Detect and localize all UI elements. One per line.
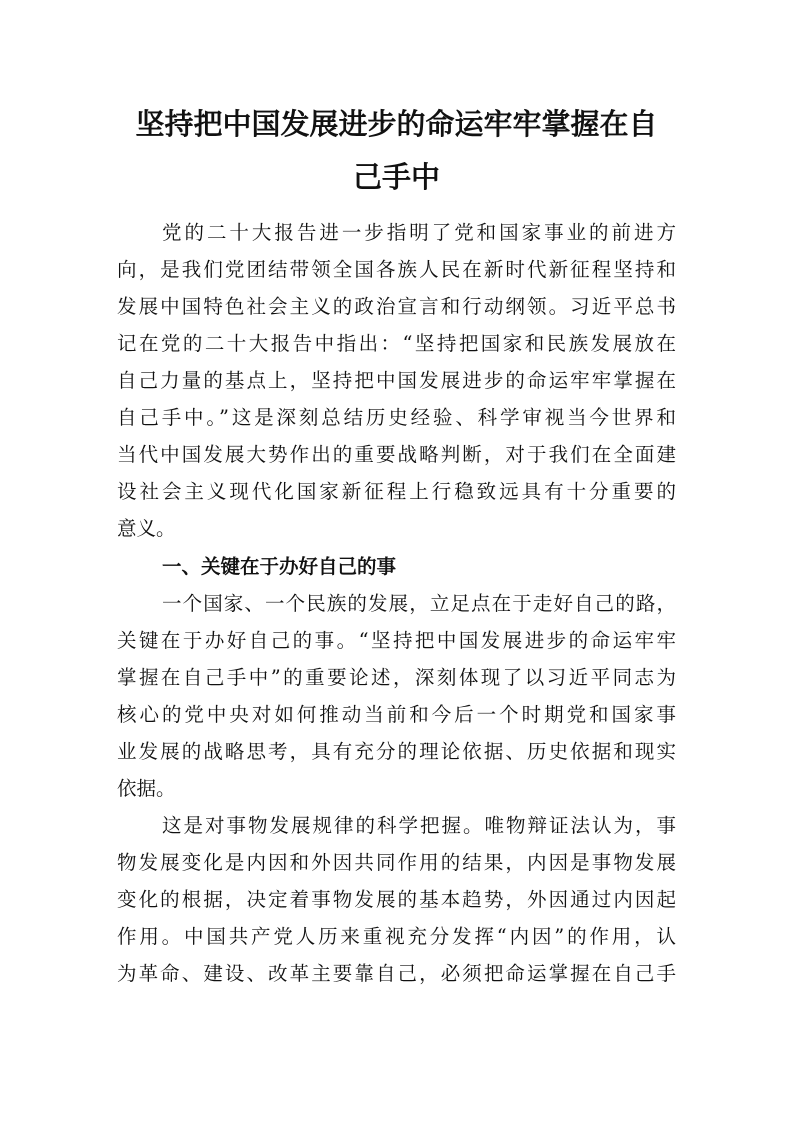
paragraph-line: 一个国家、一个民族的发展，立足点在于走好自己的路， — [162, 592, 676, 615]
paragraph-line: 物发展变化是内因和外因共同作用的结果，内因是事物发展 — [117, 851, 676, 874]
paragraph-line: 为革命、建设、改革主要靠自己，必须把命运掌握在自己手 — [117, 962, 676, 985]
paragraph-line: 这是对事物发展规律的科学把握。唯物辩证法认为，事 — [162, 814, 676, 837]
paragraph-line: 自己手中。”这是深刻总结历史经验、科学审视当今世界和 — [117, 406, 676, 429]
paragraph-line: 党的二十大报告进一步指明了党和国家事业的前进方 — [162, 221, 676, 244]
paragraph-line: 作用。中国共产党人历来重视充分发挥“内因”的作用，认 — [117, 925, 676, 948]
paragraph-line: 变化的根据，决定着事物发展的基本趋势，外因通过内因起 — [117, 888, 676, 911]
paragraph-line: 业发展的战略思考，具有充分的理论依据、历史依据和现实 — [117, 740, 676, 763]
paragraph-line: 自己力量的基点上，坚持把中国发展进步的命运牢牢掌握在 — [117, 369, 676, 392]
paragraph-line: 设社会主义现代化国家新征程上行稳致远具有十分重要的 — [117, 480, 676, 503]
paragraph-line: 掌握在自己手中”的重要论述，深刻体现了以习近平同志为 — [117, 666, 676, 689]
paragraph-line: 发展中国特色社会主义的政治宣言和行动纲领。习近平总书 — [117, 295, 676, 318]
paragraph-line: 当代中国发展大势作出的重要战略判断，对于我们在全面建 — [117, 443, 676, 466]
paragraph-line: 意义。 — [117, 517, 176, 540]
paragraph-line: 核心的党中央对如何推动当前和今后一个时期党和国家事 — [117, 703, 676, 726]
paragraph-line: 依据。 — [117, 777, 176, 800]
document-title-line-2: 己手中 — [352, 160, 440, 194]
paragraph-line: 记在党的二十大报告中指出：“坚持把国家和民族发展放在 — [117, 332, 676, 355]
paragraph-line: 向，是我们党团结带领全国各族人民在新时代新征程坚持和 — [117, 258, 676, 281]
document-title-line-1: 坚持把中国发展进步的命运牢牢掌握在自 — [135, 107, 658, 141]
paragraph-line: 关键在于办好自己的事。“坚持把中国发展进步的命运牢牢 — [117, 629, 676, 652]
section-heading: 一、关键在于办好自己的事 — [162, 555, 397, 578]
